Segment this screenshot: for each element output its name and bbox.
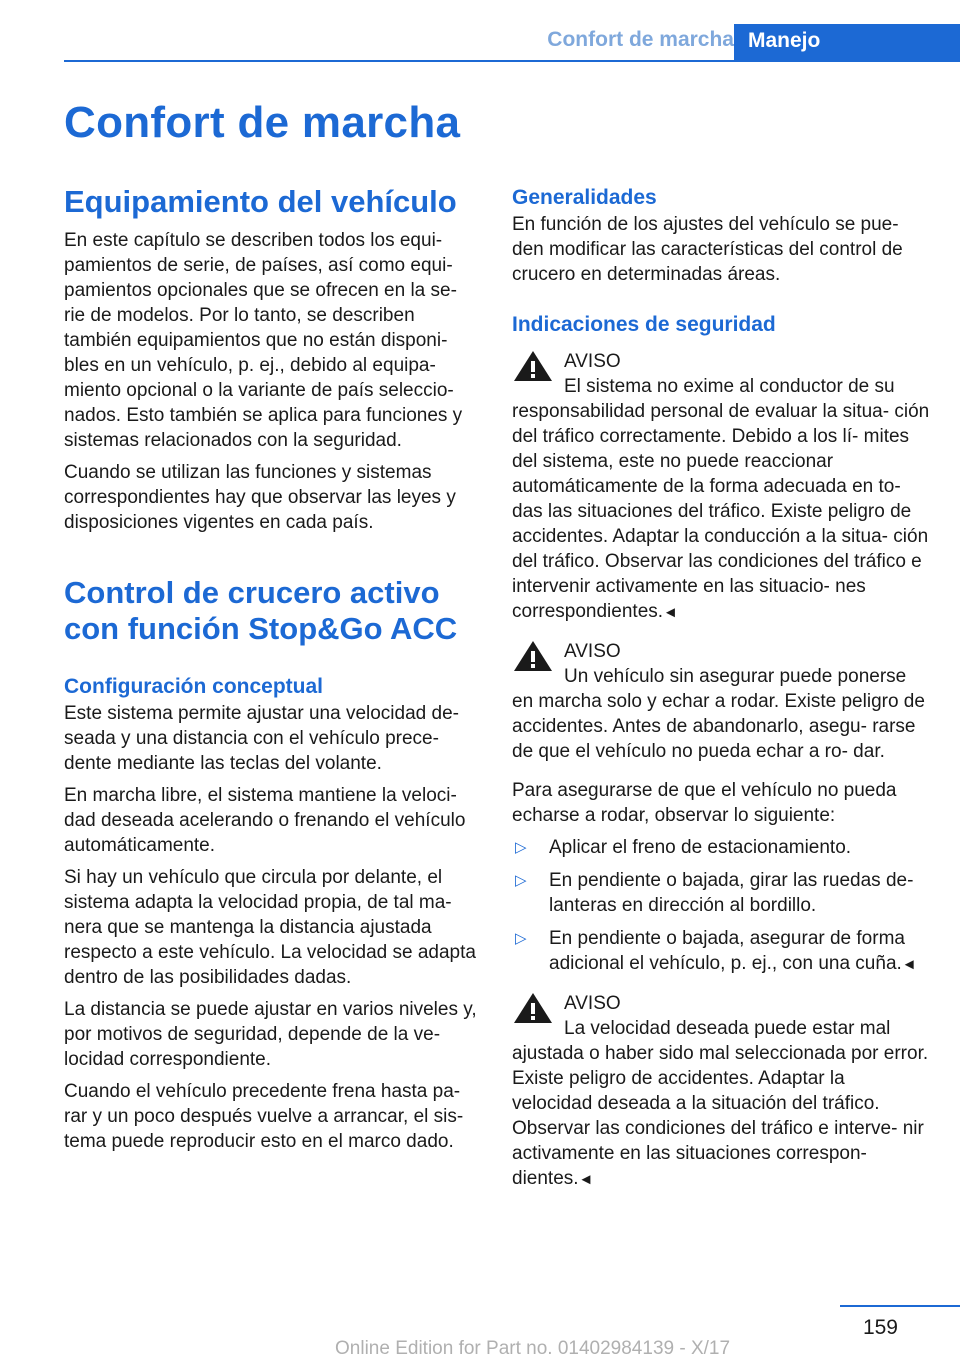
warning-block-2 xyxy=(512,639,930,764)
bullet-marker: ▷ xyxy=(515,872,527,889)
paragraph-generalidades: En función de los ajustes del vehículo se pue‐ den modificar las características del control de crucero en determinadas áreas. xyxy=(512,214,903,285)
paragraph-config-5: Cuando el vehículo precedente frena hasta pa‐ rar y un poco después vuelve a arrancar, el sis‐ tema puede reproducir esto en el marco dado. xyxy=(64,1081,464,1152)
heading-generalidades: Generalidades xyxy=(512,186,657,209)
right-column xyxy=(512,184,930,1206)
paragraph-config-3: Si hay un vehículo que circula por delante, el sistema adapta la velocidad propia, de tal ma‐ nera que se mantenga la distancia ajustada respecto a este vehículo. La velocidad se adapta dentro de las posibilidades dadas. xyxy=(64,867,476,988)
list-item xyxy=(512,835,930,860)
header-chapter-label: Manejo xyxy=(748,29,821,52)
list-item xyxy=(512,868,930,918)
heading-equipamiento: Equipamiento del vehículo xyxy=(64,184,457,219)
warning-title: AVISO xyxy=(564,351,621,372)
warning-text: ajustada o haber sido mal seleccionada por error. Existe peligro de accidentes. Adaptar la velocidad deseada a la situación del tráfico. Observar las condiciones del tráfico e interve‐ nir activamente en las situaciones correspon‐ dientes. xyxy=(512,1043,929,1189)
paragraph-asegurar: Para asegurarse de que el vehículo no pueda echarse a rodar, observar lo siguiente: xyxy=(512,780,897,826)
warning-title: AVISO xyxy=(564,641,621,662)
bullet-marker: ▷ xyxy=(515,839,527,856)
end-marker: ◄ xyxy=(578,1171,594,1188)
paragraph-equipamiento-2: Cuando se utilizan las funciones y sistemas correspondientes hay que observar las leyes y disposiciones vigentes en cada país. xyxy=(64,462,456,533)
heading-control-crucero: Control de crucero activo con función Stop&Go ACC xyxy=(64,575,458,646)
edition-watermark: Online Edition for Part no. 01402984139 - X/17 xyxy=(335,1338,731,1359)
list-item xyxy=(512,926,930,977)
end-marker: ◄ xyxy=(901,956,917,973)
warning-text: responsabilidad personal de evaluar la situa‐ ción del tráfico correctamente. Debido a los lí‐ mites del sistema, este no puede reaccionar automáticamente de la forma adecuada en to‐ das las situaciones del tráfico. Existe peligro de accidentes. Adaptar la conducción a la situa‐ ción del tráfico. Observar las condiciones del tráfico e intervenir activamente en las situacio‐ nes correspondientes. xyxy=(512,401,930,622)
warning-text: en marcha solo y echar a rodar. Existe peligro de accidentes. Antes de abandonarlo, asegu‐ rarse de que el vehículo no pueda echar a ro‐ dar. xyxy=(512,691,925,762)
footer-rule xyxy=(840,1305,960,1307)
warning-triangle-icon xyxy=(512,639,554,673)
bullet-list xyxy=(512,835,930,977)
page-title: Confort de marcha xyxy=(64,98,461,147)
page-number: 159 xyxy=(862,1316,898,1339)
paragraph-equipamiento-1: En este capítulo se describen todos los equi‐ pamientos de serie, de países, así como equi‐ pamientos opcionales que se ofrecen en la se‐ rie de modelos. Por lo tanto, se describen también equipamientos que no están disponi‐ bles en un vehículo, p. ej., debido al equipa‐ miento opcional o la variante de país seleccio‐ nados. Esto también se aplica para funciones y sistemas relacionados con la seguridad. xyxy=(64,230,463,451)
end-marker: ◄ xyxy=(663,604,678,621)
left-column xyxy=(64,184,480,1161)
header-chapter-tab xyxy=(734,24,960,62)
warning-triangle-icon xyxy=(512,349,554,383)
warning-block-1 xyxy=(512,349,930,625)
paragraph-config-1: Este sistema permite ajustar una velocidad de‐ seada y una distancia con el vehículo prece‐ dente mediante las teclas del volante. xyxy=(64,703,459,774)
paragraph-config-2: En marcha libre, el sistema mantiene la veloci‐ dad deseada acelerando o frenando el vehículo automáticamente. xyxy=(64,785,466,856)
heading-configuracion: Configuración conceptual xyxy=(64,675,324,698)
warning-triangle-icon xyxy=(512,991,554,1025)
warning-first-line: El sistema no exime al conductor de su xyxy=(564,376,895,397)
heading-seguridad: Indicaciones de seguridad xyxy=(512,313,776,336)
header-section-title: Confort de marcha xyxy=(547,28,734,51)
warning-first-line: La velocidad deseada puede estar mal xyxy=(564,1018,891,1039)
warning-first-line: Un vehículo sin asegurar puede ponerse xyxy=(564,666,907,687)
list-item-text: En pendiente o bajada, asegurar de forma adicional el vehículo, p. ej., con una cuña. xyxy=(549,928,905,974)
paragraph-config-4: La distancia se puede ajustar en varios niveles y, por motivos de seguridad, depende de la ve‐ locidad correspondiente. xyxy=(64,999,477,1070)
warning-title: AVISO xyxy=(564,993,621,1014)
list-item-text: Aplicar el freno de estacionamiento. xyxy=(549,837,852,858)
bullet-marker: ▷ xyxy=(515,930,527,947)
warning-block-3 xyxy=(512,991,930,1192)
list-item-text: En pendiente o bajada, girar las ruedas de‐ lanteras en dirección al bordillo. xyxy=(549,870,914,916)
